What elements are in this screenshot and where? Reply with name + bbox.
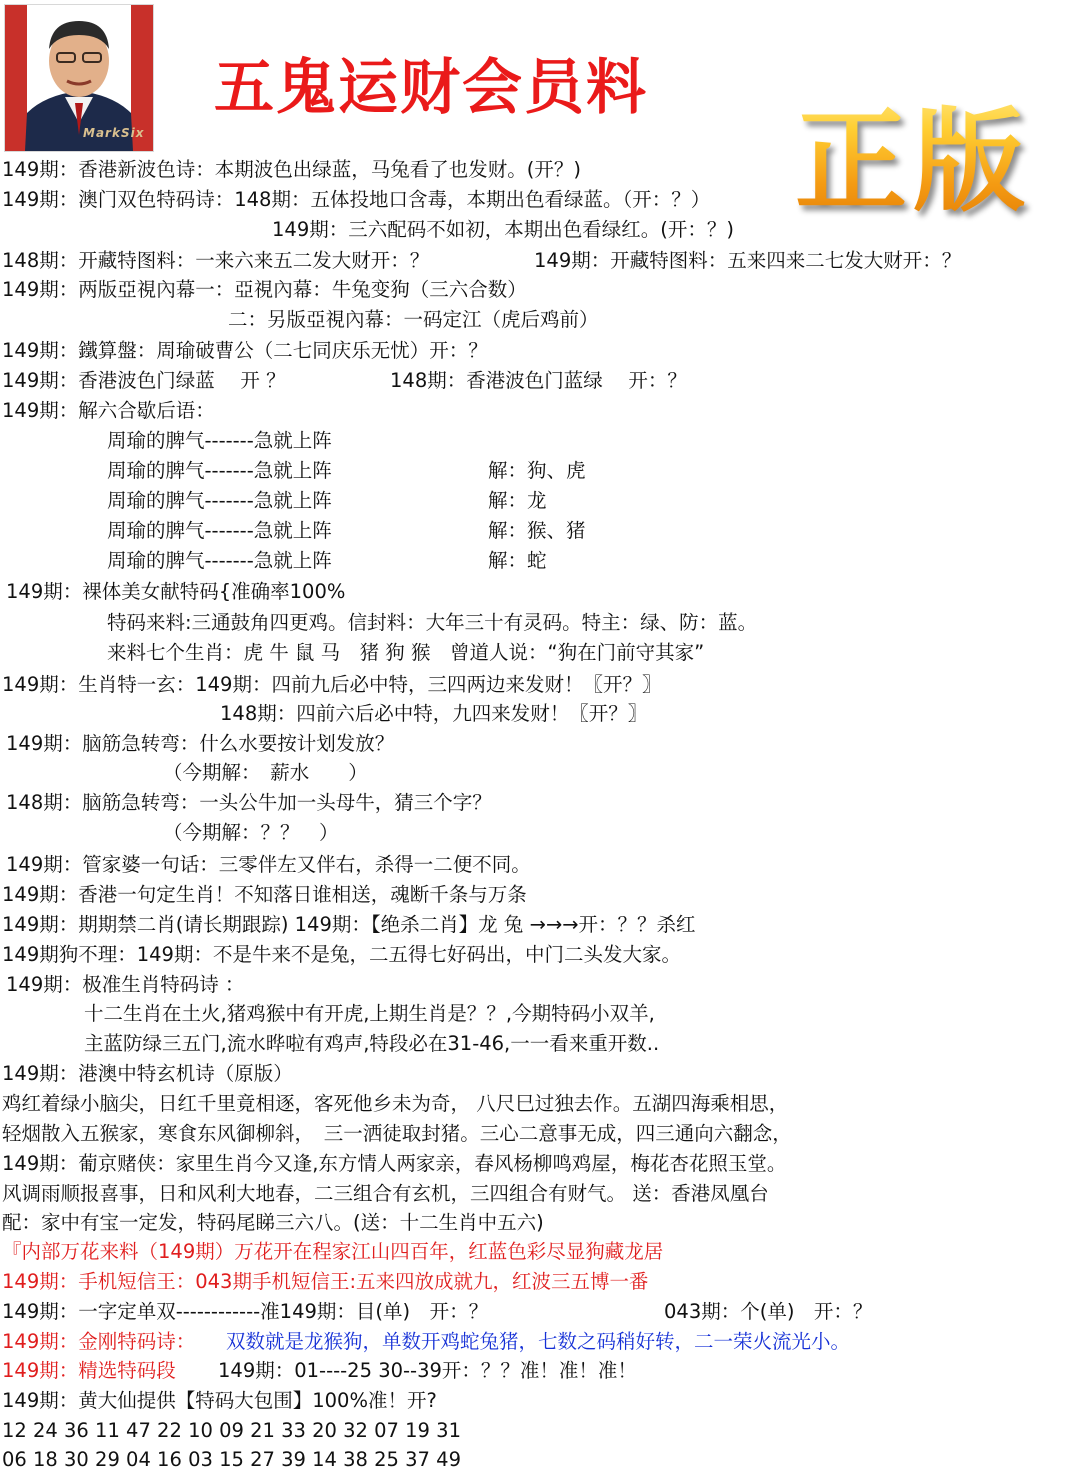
text-line: 周瑜的脾气-------急就上阵 [107,459,332,482]
text-line: 149期：裸体美女献特码{准确率100% [6,580,346,603]
text-line: （今期解：？？ ） [163,821,339,844]
text-line: 双数就是龙猴狗，单数开鸡蛇兔猪，七数之码稍好转，二一荣火流光小。 [226,1330,851,1353]
text-line: 148期：脑筋急转弯：一头公牛加一头母牛，猜三个字？ [6,791,492,814]
text-line: 149期：两版亞視內幕一：亞視內幕：牛兔变狗（三六合数） [2,278,527,301]
portrait-photo [4,4,154,152]
text-line: 『内部万花来料（149期）万花开在程家江山四百年，红蓝色彩尽显狗藏龙居 [2,1240,664,1263]
text-line: 149期：一字定单双------------准149期：目(单) 开：？ [2,1300,489,1323]
text-line: 风调雨顺报喜事，日和风利大地春，二三组合有玄机，三四组合有财气。 送：香港凤凰台 [2,1182,769,1205]
text-line: 来料七个生肖：虎 牛 鼠 马 猪 狗 猴 曾道人说：“狗在门前守其家” [107,641,705,664]
genuine-stamp: 正版 [795,72,1031,233]
text-line: 解：蛇 [488,549,547,572]
text-line: 149期：精选特码段 [2,1359,176,1382]
text-line: 十二生肖在土火,猪鸡猴中有开虎,上期生肖是？？,今期特码小双羊, [84,1002,655,1025]
number-row: 06 18 30 29 04 16 03 15 27 39 14 38 25 37 49 [2,1448,461,1471]
text-line: 解：猴、猪 [488,519,586,542]
photo-watermark: MarkSix [83,126,145,140]
text-line: 特码来料:三通鼓角四更鸡。信封料：大年三十有灵码。特主：绿、防：蓝。 [107,611,758,634]
text-line: 043期：个(单) 开：？ [664,1300,873,1323]
text-line: 周瑜的脾气-------急就上阵 [107,549,332,572]
text-line: 149期：鐵算盤：周瑜破曹公（二七同庆乐无忧）开：？ [2,339,488,362]
text-line: 149期：香港一句定生肖！不知落日谁相送，魂断千条与万条 [2,883,527,906]
text-line: 周瑜的脾气-------急就上阵 [107,429,332,452]
text-line: （今期解： 薪水 ） [163,761,368,784]
text-line: 解：龙 [488,489,547,512]
text-line: 149期：葡京赌侠：家里生肖今又逢,东方情人两家亲，春风杨柳鸣鸡屋，梅花杏花照玉堂。 [2,1152,787,1175]
text-line: 149期：黄大仙提供【特码大包围】100%准！开? [2,1389,437,1412]
text-line: 149期：三六配码不如初，本期出色看绿红。(开：？) [272,218,734,241]
text-line: 配：家中有宝一定发，特码尾睇三六八。(送：十二生肖中五六) [2,1211,544,1234]
text-line: 149期：港澳中特玄机诗（原版） [2,1062,293,1085]
text-line: 周瑜的脾气-------急就上阵 [107,519,332,542]
text-line: 周瑜的脾气-------急就上阵 [107,489,332,512]
number-row: 12 24 36 11 47 22 10 09 21 33 20 32 07 19 31 [2,1419,461,1442]
text-line: 149期：香港波色门绿蓝 开 ？ [2,369,286,392]
text-line: 149期：极准生肖特码诗 ： [6,973,245,996]
text-line: 149期：手机短信王：043期手机短信王:五来四放成就九，红波三五博一番 [2,1270,649,1293]
text-line: 149期：解六合歇后语： [2,399,215,422]
text-line: 149期：香港新波色诗：本期波色出绿蓝，马兔看了也发财。(开？) [2,158,581,181]
text-line: 148期：香港波色门蓝绿 开：？ [390,369,687,392]
text-line: 解：狗、虎 [488,459,586,482]
text-line: 149期狗不理：149期：不是牛来不是兔，二五得七好码出，中门二头发大家。 [2,943,681,966]
text-line: 主蓝防绿三五门,流水晔啦有鸡声,特段必在31-46,一一看来重开数.. [84,1032,660,1055]
text-line: 149期：01----25 30--39开：？？准！准！准！ [218,1359,637,1382]
page-title: 五鬼运财会员料 [214,53,648,123]
text-line: 149期：期期禁二肖(请长期跟踪) 149期：【绝杀二肖】龙 兔 →→→开：？？杀红 [2,913,696,936]
text-line: 149期：生肖特一玄：149期：四前九后必中特，三四两边来发财！〖开？〗 [2,673,662,696]
text-line: 二：另版亞視內幕：一码定江（虎后鸡前） [228,308,599,331]
text-line: 149期：开藏特图料：五来四来二七发大财开：？ [534,249,962,272]
text-line: 148期：四前六后必中特，九四来发财！〖开？〗 [220,702,648,725]
text-line: 鸡红着绿小脑尖，日红千里竟相逐，客死他乡未为奇， 八尺巳过独去作。五湖四海乘相思， [2,1092,789,1115]
text-line: 149期：金刚特码诗： [2,1330,196,1353]
text-line: 148期：开藏特图料：一来六来五二发大财开：？ [2,249,430,272]
text-line: 149期：脑筋急转弯：什么水要按计划发放？ [6,732,395,755]
text-line: 149期：管家婆一句话：三零伴左又伴右，杀得一二便不同。 [6,853,531,876]
text-line: 149期：澳门双色特码诗：148期：五体投地口含毒，本期出色看绿蓝。（开：？） [2,188,711,211]
text-line: 轻烟散入五猴家，寒食东风御柳斜， 三一洒徒取封猪。三心二意事无成，四三通向六翻念， [2,1122,792,1145]
